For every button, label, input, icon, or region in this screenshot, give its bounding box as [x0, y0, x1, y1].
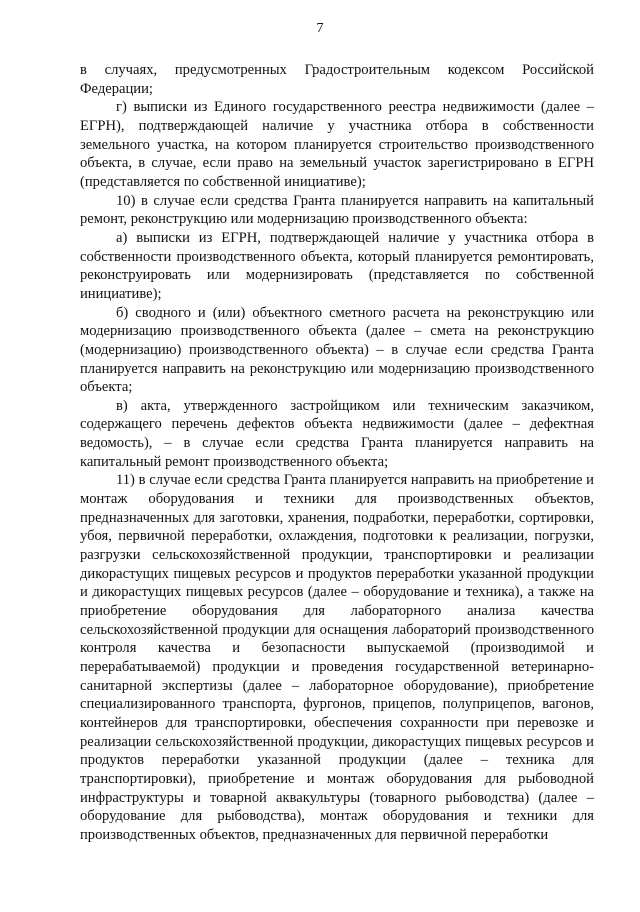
- document-body: [80, 61, 594, 845]
- paragraph-item-a: а) выписки из ЕГРН, подтверждающей наличие у участника отбора в собственности производственного объекта, который планируется ремонтировать, реконструировать или модернизировать (представляется по собственной инициативе);: [80, 229, 594, 302]
- paragraph-item-b: б) сводного и (или) объектного сметного расчета на реконструкцию или модернизацию производственного объекта (далее – смета на реконструкцию (модернизацию) производственного объекта) – в случае если средства Гранта планируется направить на реконструкцию или модернизацию производственного объекта;: [80, 304, 594, 396]
- paragraph-item-g: г) выписки из Единого государственного реестра недвижимости (далее – ЕГРН), подтверждающей наличие у участника отбора в собственности земельного участка, на котором планируется строительство производственного объекта, в случае, если право на земельный участок зарегистрировано в ЕГРН (представляется по собственной инициативе);: [80, 99, 594, 190]
- paragraph-item-10: 10) в случае если средства Гранта планируется направить на капитальный ремонт, реконструкцию или модернизацию производственного объекта:: [80, 192, 594, 228]
- page-number: 7: [316, 21, 324, 36]
- paragraph-item-v: в) акта, утвержденного застройщиком или техническим заказчиком, содержащего перечень дефектов объекта недвижимости (далее – дефектная ведомость), – в случае если средства Гранта планируется направить на капитальный ремонт производственного объекта;: [80, 397, 594, 470]
- paragraph-item-11: 11) в случае если средства Гранта планируется направить на приобретение и монтаж оборудования и техники для производственных объектов, предназначенных для заготовки, хранения, подработки, переработки, сортировки, убоя, первичной переработки, охлаждения, подготовки к реализации, погрузки, разгрузки сельскохозяйственной продукции, транспортировки и реализации дикорастущих пищевых ресурсов и продуктов переработки указанной продукции и дикорастущих пищевых ресурсов (далее – оборудование и техника), а также на приобретение оборудования для лабораторного анализа качества сельскохозяйственной продукции для оснащения лабораторий производственного контроля качества и безопасности выпускаемой (производимой и перерабатываемой) продукции и проведения государственной ветеринарно-санитарной экспертизы (далее – лабораторное оборудование), приобретение специализированного транспорта, фургонов, прицепов, полуприцепов, вагонов, контейнеров для транспортировки, обеспечения сохранности при перевозке и реализации сельскохозяйственной продукции, дикорастущих пищевых ресурсов и продуктов переработки указанной продукции (далее – техника для транспортировки), приобретение и монтаж оборудования для рыбоводной инфраструктуры и товарной аквакультуры (товарного рыбоводства) (далее – оборудование для рыбоводства), монтаж оборудования и техники для производственных объектов, предназначенных для первичной переработки: [80, 472, 594, 843]
- paragraph-continuation: в случаях, предусмотренных Градостроительным кодексом Российской Федерации;: [80, 62, 594, 97]
